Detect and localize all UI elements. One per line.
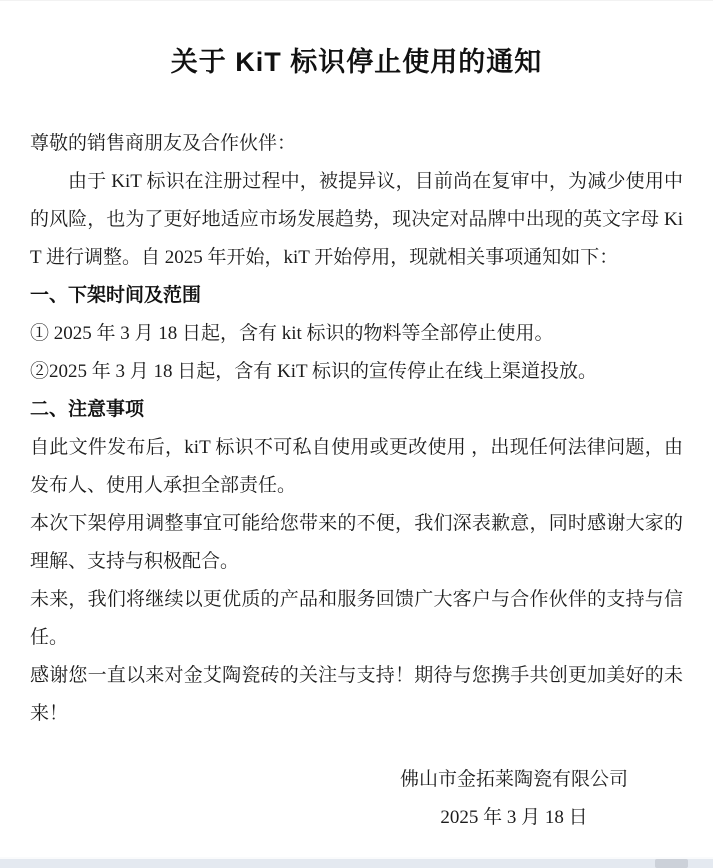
section-2-paragraph-4: 感谢您一直以来对金艾陶瓷砖的关注与支持！期待与您携手共创更加美好的未来！ bbox=[30, 665, 683, 724]
horizontal-scrollbar-thumb[interactable] bbox=[655, 859, 688, 868]
intro-paragraph: 由于 KiT 标识在注册过程中，被提异议，目前尚在复审中，为减少使用中的风险，也为了更好地适应市场发展趋势，现决定对品牌中出现的英文字母 KiT 进行调整。自 2025 年开始，kiT 开始停用，现就相关事项通知如下： bbox=[30, 171, 683, 268]
section-2-heading: 二、注意事项 bbox=[30, 399, 145, 420]
section-2-paragraph-2: 本次下架停用调整事宜可能给您带来的不便，我们深表歉意，同时感谢大家的理解、支持与积极配合。 bbox=[30, 513, 683, 572]
signature-date: 2025 年 3 月 18 日 bbox=[440, 807, 588, 828]
section-1-heading: 一、下架时间及范围 bbox=[30, 285, 202, 306]
section-1-item-2: ②2025 年 3 月 18 日起，含有 KiT 标识的宣传停止在线上渠道投放。 bbox=[30, 361, 598, 382]
top-edge-line bbox=[0, 0, 713, 1]
signature-block bbox=[400, 761, 628, 837]
section-2-paragraph-1: 自此文件发布后，kiT 标识不可私自使用或更改使用 ，出现任何法律问题，由发布人、使用人承担全部责任。 bbox=[30, 437, 683, 496]
salutation: 尊敬的销售商朋友及合作伙伴： bbox=[30, 133, 297, 154]
horizontal-scrollbar-track bbox=[0, 857, 713, 868]
section-2-paragraph-3: 未来，我们将继续以更优质的产品和服务回馈广大客户与合作伙伴的支持与信任。 bbox=[30, 589, 683, 648]
company-name: 佛山市金拓莱陶瓷有限公司 bbox=[399, 769, 628, 790]
section-1-item-1: ① 2025 年 3 月 18 日起，含有 kit 标识的物料等全部停止使用。 bbox=[30, 323, 554, 344]
document-title: 关于 KiT 标识停止使用的通知 bbox=[170, 47, 543, 77]
